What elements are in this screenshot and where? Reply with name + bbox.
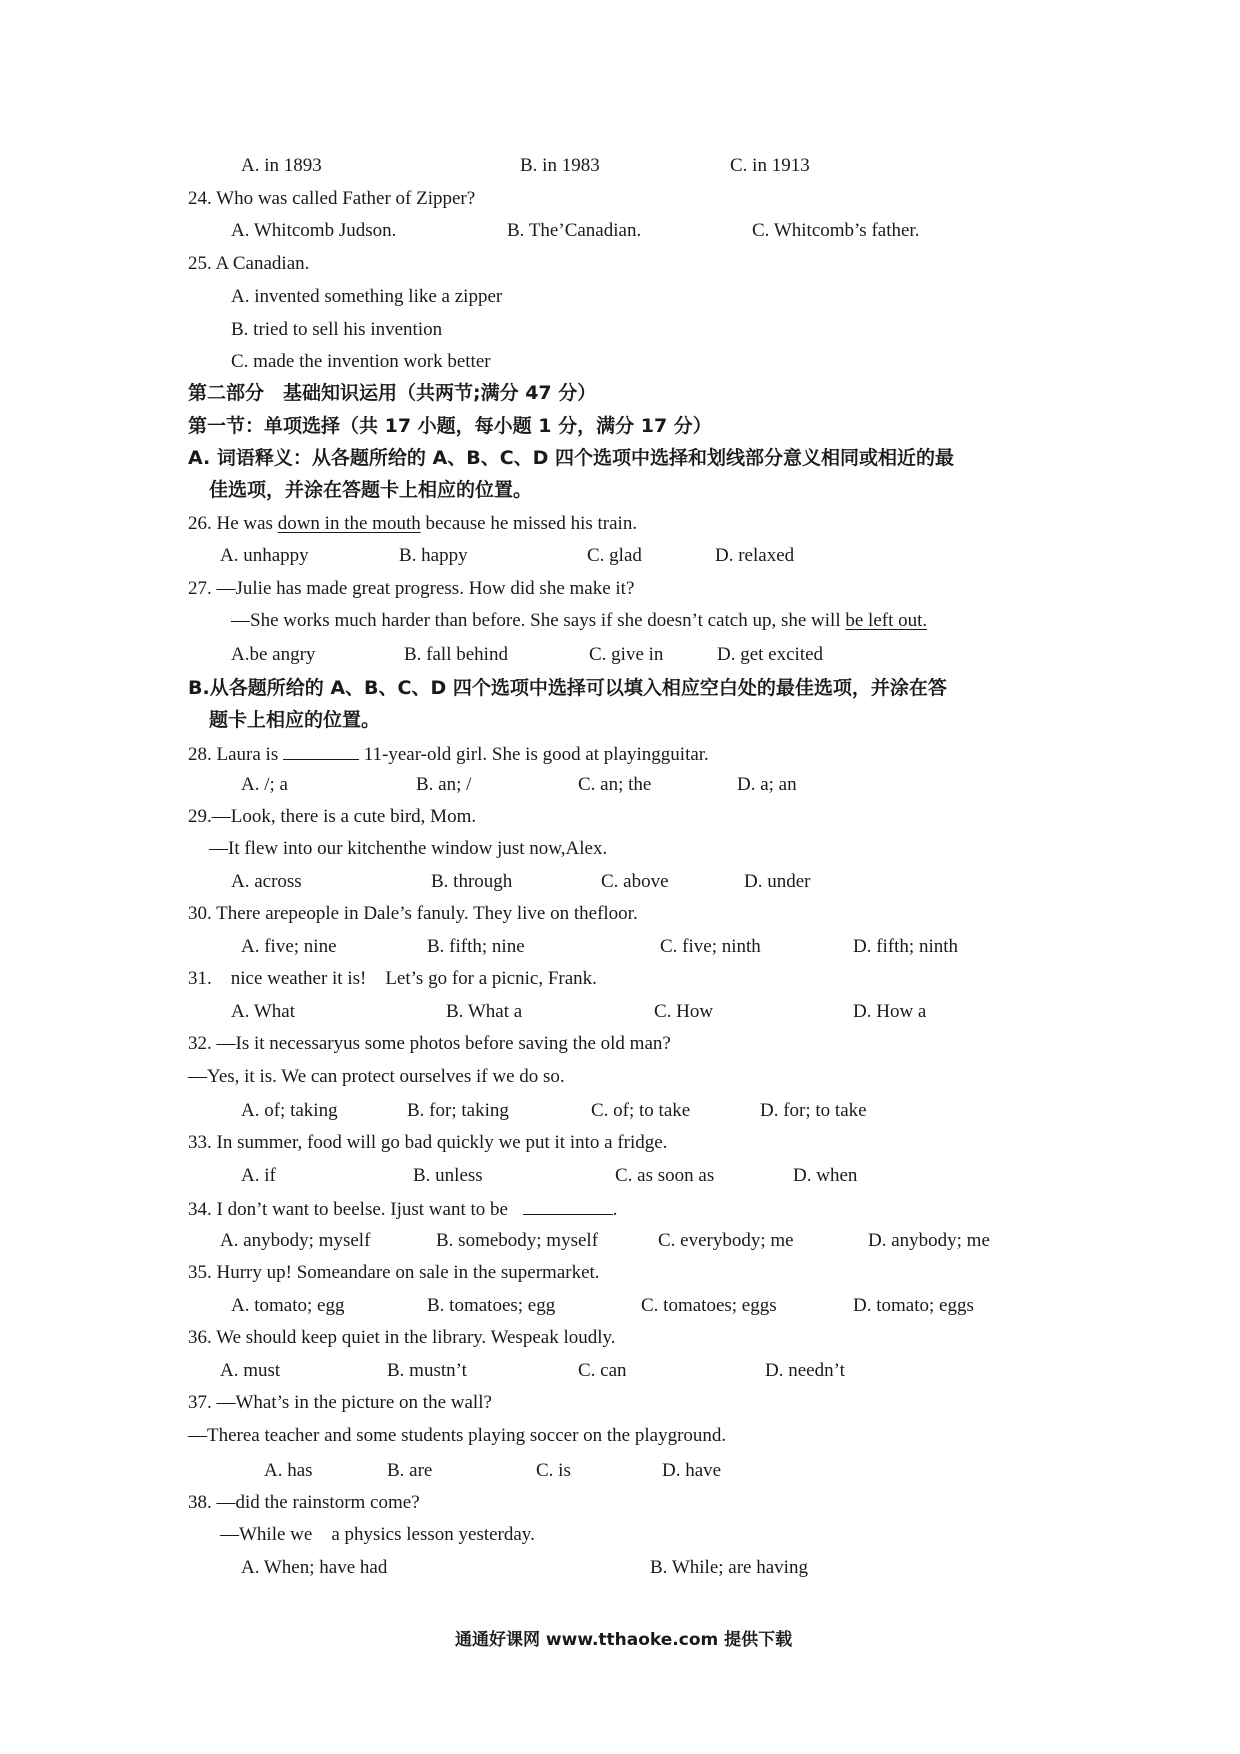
q24-option-c: C. Whitcomb’s father. xyxy=(752,220,920,241)
q24-option-a: A. Whitcomb Judson. xyxy=(231,220,397,241)
q27-option-a: A.be angry xyxy=(231,644,316,665)
instruction-b-line1: B.从各题所给的 A、B、C、D 四个选项中选择可以填入相应空白处的最佳选项，并涂在答 xyxy=(188,677,947,699)
q25-option-b: B. tried to sell his invention xyxy=(231,319,443,340)
section1-heading: 第一节：单项选择（共 17 小题，每小题 1 分，满分 17 分） xyxy=(188,415,712,437)
q34-option-b: B. somebody; myself xyxy=(436,1230,599,1251)
q36-option-c: C. can xyxy=(578,1360,627,1381)
q26-stem-pre: 26. He was xyxy=(188,513,278,534)
q28-option-a: A. /; a xyxy=(241,774,288,795)
q26-stem-post: because he missed his train. xyxy=(420,513,638,534)
q28-answer-blank xyxy=(283,741,359,760)
q27-line2 xyxy=(231,609,927,633)
q27-option-c: C. give in xyxy=(589,644,664,665)
q38-option-b: B. While; are having xyxy=(650,1557,808,1578)
q31-option-b: B. What a xyxy=(446,1001,523,1022)
q36-option-d: D. needn’t xyxy=(765,1360,845,1381)
q23-option-c: C. in 1913 xyxy=(730,155,810,176)
q30-stem: 30. There arepeople in Dale’s fanuly. They live on thefloor. xyxy=(188,903,638,924)
q35-option-c: C. tomatoes; eggs xyxy=(641,1295,777,1316)
q28-stem-pre: 28. Laura is xyxy=(188,744,283,765)
q34-answer-blank xyxy=(523,1196,613,1215)
q37-option-d: D. have xyxy=(662,1460,722,1481)
q37-option-a: A. has xyxy=(264,1460,313,1481)
q37-option-b: B. are xyxy=(387,1460,433,1481)
q34-option-c: C. everybody; me xyxy=(658,1230,794,1251)
q26-option-a: A. unhappy xyxy=(220,545,309,566)
q28-option-c: C. an; the xyxy=(578,774,652,795)
q35-option-b: B. tomatoes; egg xyxy=(427,1295,556,1316)
q28-stem xyxy=(188,741,709,767)
q36-stem: 36. We should keep quiet in the library. Wespeak loudly. xyxy=(188,1327,616,1348)
q30-option-b: B. fifth; nine xyxy=(427,936,525,957)
q36-option-a: A. must xyxy=(220,1360,281,1381)
q28-option-d: D. a; an xyxy=(737,774,797,795)
q32-option-a: A. of; taking xyxy=(241,1100,338,1121)
q29-option-a: A. across xyxy=(231,871,302,892)
q33-option-d: D. when xyxy=(793,1165,858,1186)
q33-option-c: C. as soon as xyxy=(615,1165,715,1186)
q38-line1: 38. —did the rainstorm come? xyxy=(188,1492,420,1513)
q27-option-d: D. get excited xyxy=(717,644,824,665)
q27-underlined-phrase: be left out. xyxy=(845,610,928,631)
q33-stem: 33. In summer, food will go bad quickly we put it into a fridge. xyxy=(188,1132,668,1153)
q32-option-b: B. for; taking xyxy=(407,1100,509,1121)
q31-option-c: C. How xyxy=(654,1001,714,1022)
q34-stem-post: . xyxy=(612,1199,618,1220)
q29-line1: 29.—Look, there is a cute bird, Mom. xyxy=(188,806,477,827)
q29-option-d: D. under xyxy=(744,871,811,892)
part2-heading: 第二部分 基础知识运用（共两节;满分 47 分） xyxy=(188,382,597,404)
q30-option-d: D. fifth; ninth xyxy=(853,936,959,957)
q24-option-b: B. The’Canadian. xyxy=(507,220,642,241)
q32-line1: 32. —Is it necessaryus some photos before saving the old man? xyxy=(188,1033,671,1054)
q27-line1: 27. —Julie has made great progress. How did she make it? xyxy=(188,578,635,599)
q32-option-c: C. of; to take xyxy=(591,1100,691,1121)
q38-line2: —While we a physics lesson yesterday. xyxy=(220,1524,535,1545)
q30-option-a: A. five; nine xyxy=(241,936,337,957)
q27-option-b: B. fall behind xyxy=(404,644,508,665)
q37-option-c: C. is xyxy=(536,1460,571,1481)
q25-option-a: A. invented something like a zipper xyxy=(231,286,503,307)
q36-option-b: B. mustn’t xyxy=(387,1360,467,1381)
q37-line2: —Therea teacher and some students playing soccer on the playground. xyxy=(188,1425,727,1446)
instruction-a-line2: 佳选项，并涂在答题卡上相应的位置。 xyxy=(209,479,533,501)
q26-option-b: B. happy xyxy=(399,545,468,566)
q38-option-a: A. When; have had xyxy=(241,1557,388,1578)
page-footer: 通通好课网 www.tthaoke.com 提供下载 xyxy=(455,1630,793,1650)
q34-option-d: D. anybody; me xyxy=(868,1230,990,1251)
q32-option-d: D. for; to take xyxy=(760,1100,867,1121)
instruction-b-line2: 题卡上相应的位置。 xyxy=(209,709,381,731)
q23-option-b: B. in 1983 xyxy=(520,155,600,176)
q26-option-d: D. relaxed xyxy=(715,545,795,566)
q25-stem: 25. A Canadian. xyxy=(188,253,310,274)
instruction-a-line1: A. 词语释义：从各题所给的 A、B、C、D 四个选项中选择和划线部分意义相同或相近的最 xyxy=(188,447,955,469)
q29-option-c: C. above xyxy=(601,871,669,892)
q28-stem-post: 11-year-old girl. She is good at playingguitar. xyxy=(358,744,709,765)
q25-option-c: C. made the invention work better xyxy=(231,351,491,372)
q34-stem-pre: 34. I don’t want to beelse. Ijust want to be xyxy=(188,1199,513,1220)
q24-stem: 24. Who was called Father of Zipper? xyxy=(188,188,476,209)
q35-option-d: D. tomato; eggs xyxy=(853,1295,974,1316)
q27-line2-pre: —She works much harder than before. She says if she doesn’t catch up, she will xyxy=(231,610,846,631)
q31-option-d: D. How a xyxy=(853,1001,927,1022)
q34-option-a: A. anybody; myself xyxy=(220,1230,371,1251)
q34-stem xyxy=(188,1196,617,1222)
q33-option-b: B. unless xyxy=(413,1165,483,1186)
q35-option-a: A. tomato; egg xyxy=(231,1295,345,1316)
q29-line2: —It flew into our kitchenthe window just now,Alex. xyxy=(209,838,608,859)
q35-stem: 35. Hurry up! Someandare on sale in the supermarket. xyxy=(188,1262,600,1283)
q26-stem xyxy=(188,512,637,536)
q30-option-c: C. five; ninth xyxy=(660,936,761,957)
q28-option-b: B. an; / xyxy=(416,774,472,795)
q33-option-a: A. if xyxy=(241,1165,276,1186)
q26-option-c: C. glad xyxy=(587,545,642,566)
q32-line2: —Yes, it is. We can protect ourselves if we do so. xyxy=(188,1066,565,1087)
q31-stem: 31. nice weather it is! Let’s go for a picnic, Frank. xyxy=(188,968,597,989)
q37-line1: 37. —What’s in the picture on the wall? xyxy=(188,1392,492,1413)
q31-option-a: A. What xyxy=(231,1001,296,1022)
q29-option-b: B. through xyxy=(431,871,513,892)
q26-underlined-phrase: down in the mouth xyxy=(277,513,421,534)
q23-option-a: A. in 1893 xyxy=(241,155,322,176)
